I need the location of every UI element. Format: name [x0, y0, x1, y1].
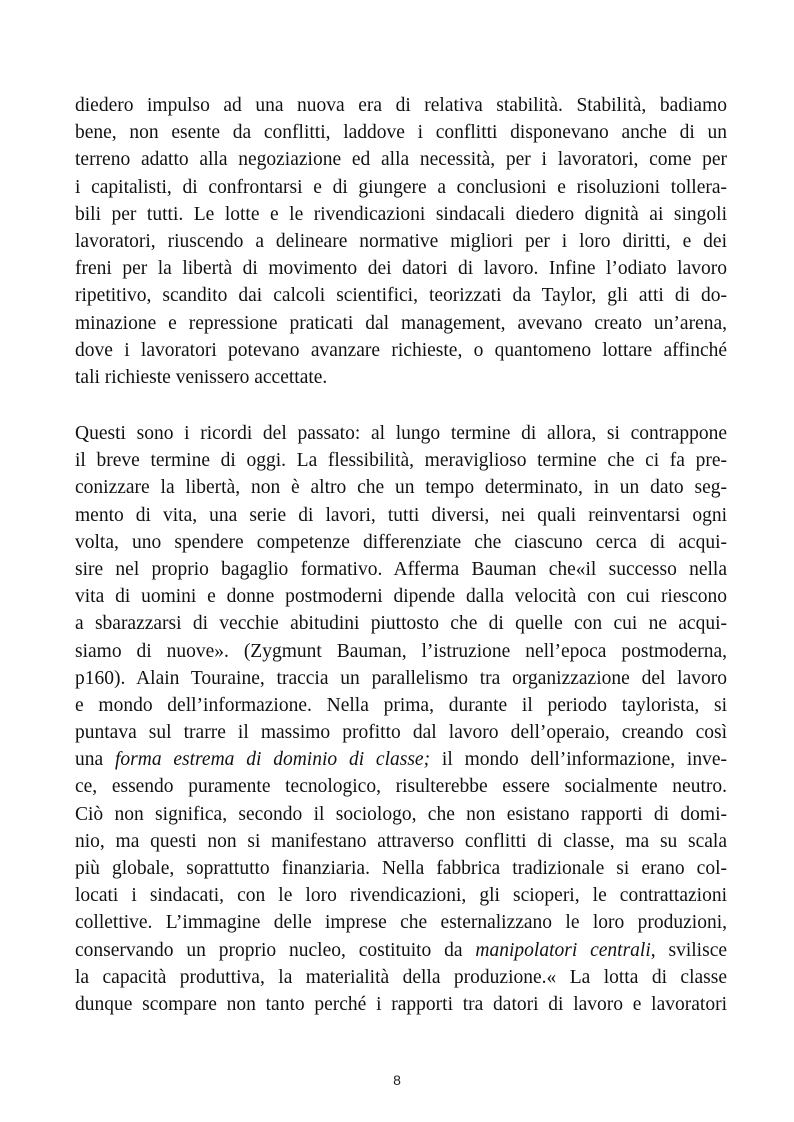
text-line: dove i lavoratori potevano avanzare richieste, o quantomeno lottare affinché	[75, 339, 727, 361]
text-line: locati i sindacati, con le loro rivendicazioni, gli scioperi, le contrattazioni	[75, 885, 727, 907]
text-line: a sbarazzarsi di vecchie abitudini piuttosto che di quelle con cui ne acqui-	[75, 613, 727, 635]
text-line: diedero impulso ad una nuova era di relativa stabilità. Stabilità, badiamo	[75, 95, 727, 116]
text-line: la capacità produttiva, la materialità della produzione.« La lotta di classe	[75, 966, 727, 988]
text-line: freni per la libertà di movimento dei datori di lavoro. Infine l’odiato lavoro	[75, 258, 727, 280]
text-line: puntava sul trarre il massimo profitto dal lavoro dell’operaio, creando così	[75, 722, 727, 744]
text-line: lavoratori, riuscendo a delineare normative migliori per i loro diritti, e dei	[75, 230, 727, 252]
text-line	[75, 937, 727, 964]
text-line: p160). Alain Touraine, traccia un parallelismo tra organizzazione del lavoro	[75, 667, 727, 689]
text-line: tali richieste venissero accettate.	[75, 366, 328, 388]
text-line	[75, 746, 727, 773]
text-line: più globale, soprattutto finanziaria. Nella fabbrica tradizionale si erano col-	[75, 858, 727, 879]
text-line: Questi sono i ricordi del passato: al lungo termine di allora, si contrappone	[75, 423, 727, 444]
text-line: terreno adatto alla negoziazione ed alla necessità, per i lavoratori, come per	[75, 149, 727, 171]
text-line: bene, non esente da conflitti, laddove i conflitti disponevano anche di un	[75, 122, 727, 144]
text-line: vita di uomini e donne postmoderni dipende dalla velocità con cui riescono	[75, 586, 727, 608]
line-text: conservando un proprio nucleo, costituito da	[75, 939, 476, 961]
italic-phrase: manipolatori centrali	[475, 939, 651, 961]
paragraph-2	[75, 420, 727, 1018]
text-line: mento di vita, una serie di lavori, tutti diversi, nei quali reinventarsi ogni	[75, 504, 727, 526]
text-line: nio, ma questi non si manifestano attraverso conflitti di classe, ma su scala	[75, 830, 727, 852]
italic-phrase: forma estrema di dominio di classe;	[114, 749, 431, 771]
text-line: collettive. L’immagine delle imprese che esternalizzano le loro produzioni,	[75, 912, 727, 934]
text-line: i capitalisti, di confrontarsi e di giungere a conclusioni e risoluzioni tollera-	[75, 176, 727, 198]
text-line: minazione e repressione praticati dal management, avevano creato un’arena,	[75, 312, 727, 334]
text-line: ce, essendo puramente tecnologico, risulterebbe essere socialmente neutro.	[75, 776, 727, 798]
line-text: il mondo dell’informazione, inve-	[430, 749, 728, 771]
text-line: e mondo dell’informazione. Nella prima, durante il periodo taylorista, si	[75, 694, 727, 716]
text-line: il breve termine di oggi. La flessibilità, meraviglioso termine che ci fa pre-	[75, 450, 727, 472]
page-number: 8	[393, 1072, 401, 1088]
text-line: dunque scompare non tanto perché i rapporti tra datori di lavoro e lavoratori	[75, 993, 727, 1015]
text-line: bili per tutti. Le lotte e le rivendicazioni sindacali diedero dignità ai singoli	[75, 203, 727, 225]
line-text: una	[75, 749, 115, 771]
text-line: siamo di nuove». (Zygmunt Bauman, l’istruzione nell’epoca postmoderna,	[75, 640, 727, 662]
text-line: volta, uno spendere competenze differenziate che ciascuno cerca di acqui-	[75, 531, 727, 553]
paragraph-1	[75, 92, 727, 391]
text-line: Ciò non significa, secondo il sociologo, che non esistano rapporti di domi-	[75, 803, 727, 825]
text-line: conizzare la libertà, non è altro che un tempo determinato, in un dato seg-	[75, 477, 727, 499]
text-line: sire nel proprio bagaglio formativo. Afferma Bauman che«il successo nella	[75, 558, 727, 580]
line-text: , svilisce	[650, 939, 728, 961]
text-line: ripetitivo, scandito dai calcoli scientifici, teorizzati da Taylor, gli atti di do-	[75, 285, 727, 307]
